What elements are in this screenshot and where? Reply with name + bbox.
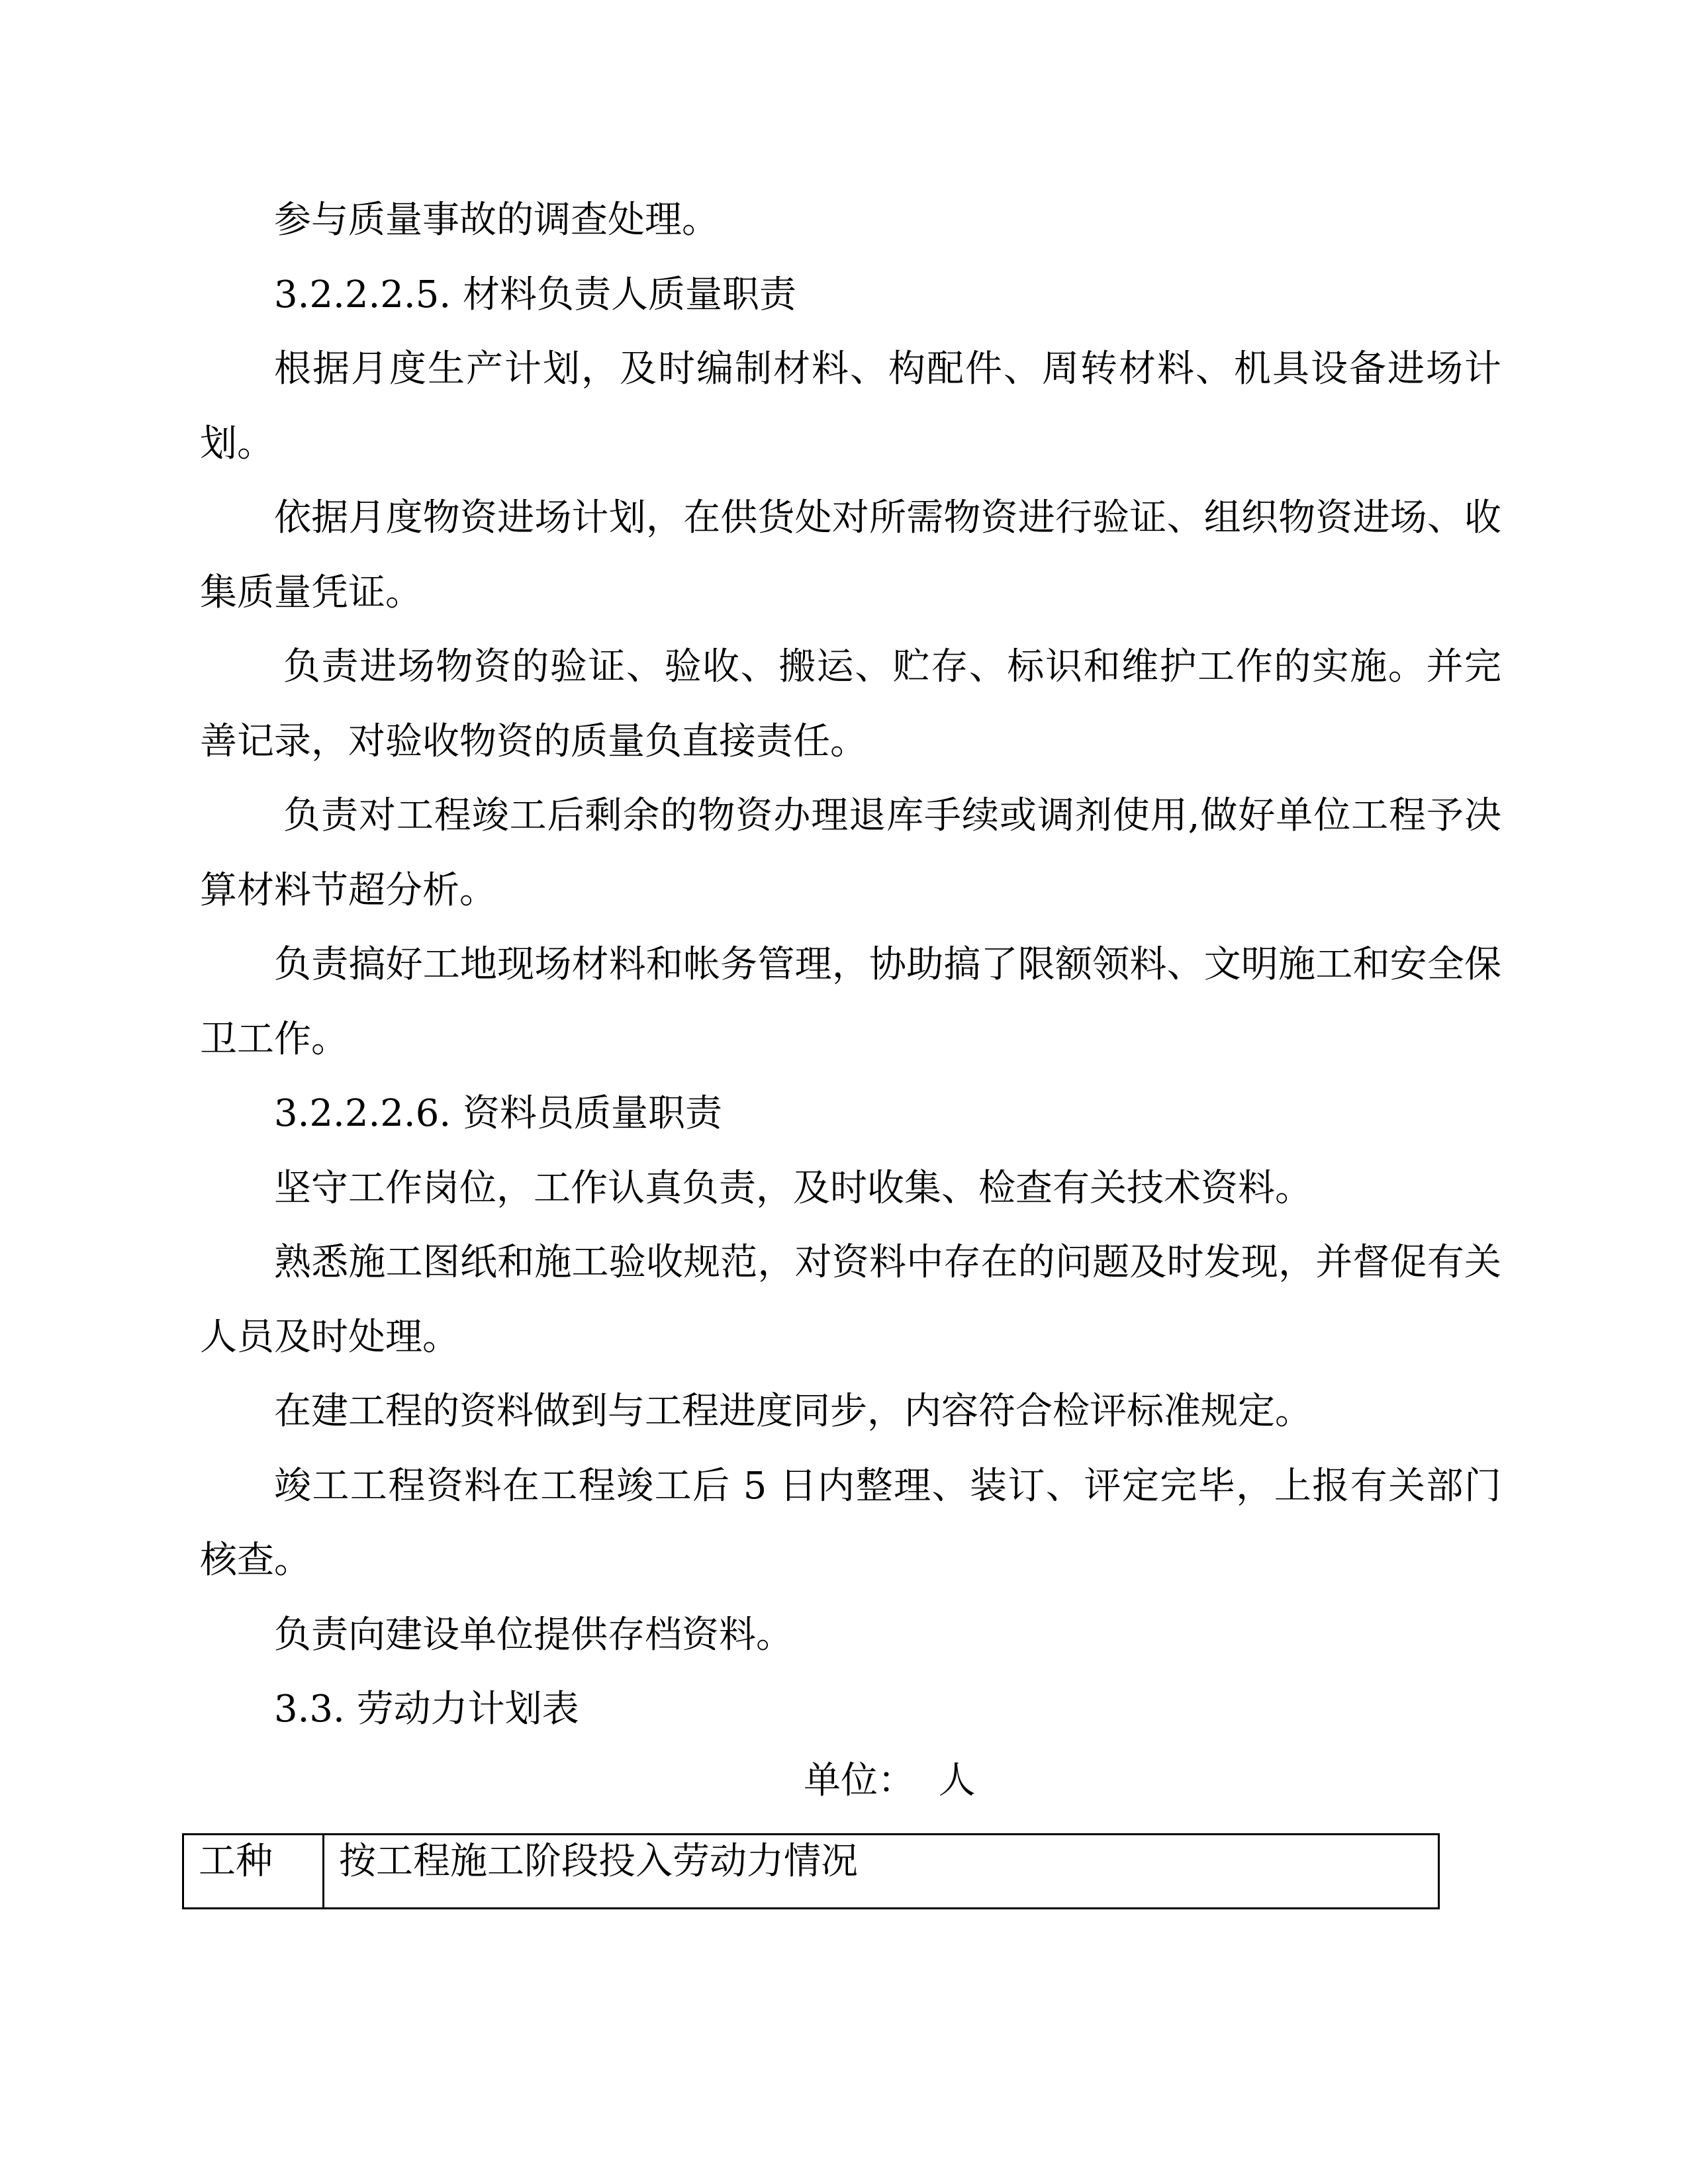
- paragraph: 依据月度物资进场计划，在供货处对所需物资进行验证、组织物资进场、收集质量凭证。: [200, 496, 1501, 614]
- labor-plan-table: [182, 1833, 1440, 1909]
- paragraph: 参与质量事故的调查处理。: [274, 199, 719, 242]
- unit-label: 单位： 人: [804, 1759, 976, 1802]
- table-header-row: [183, 1835, 1439, 1909]
- document-body: [200, 183, 1501, 1747]
- paragraph: 根据月度生产计划，及时编制材料、构配件、周转材料、机具设备进场计划。: [200, 347, 1501, 465]
- paragraph: 负责对工程竣工后剩余的物资办理退库手续或调剂使用,做好单位工程予决算材料节超分析。: [200, 794, 1501, 912]
- header-cell-labor-by-stage: 按工程施工阶段投入劳动力情况: [324, 1835, 1439, 1909]
- paragraph: 负责进场物资的验证、验收、搬运、贮存、标识和维护工作的实施。并完善记录，对验收物资的质量负直接责任。: [200, 645, 1501, 763]
- paragraph: 坚守工作岗位，工作认真负责，及时收集、检查有关技术资料。: [274, 1166, 1312, 1210]
- paragraph: 负责搞好工地现场材料和帐务管理，协助搞了限额领料、文明施工和安全保卫工作。: [200, 943, 1501, 1061]
- paragraph: 在建工程的资料做到与工程进度同步，内容符合检评标准规定。: [274, 1390, 1312, 1433]
- header-cell-trade: 工种: [183, 1835, 324, 1909]
- section-heading: 3.2.2.2.6. 资料员质量职责: [274, 1092, 722, 1135]
- section-heading: 3.2.2.2.5. 材料负责人质量职责: [274, 273, 796, 316]
- section-heading: 3.3. 劳动力计划表: [274, 1688, 579, 1731]
- paragraph: 熟悉施工图纸和施工验收规范，对资料中存在的问题及时发现，并督促有关人员及时处理。: [200, 1241, 1501, 1359]
- paragraph: 竣工工程资料在工程竣工后 5 日内整理、装订、评定完毕，上报有关部门核查。: [200, 1464, 1501, 1582]
- paragraph: 负责向建设单位提供存档资料。: [274, 1613, 793, 1657]
